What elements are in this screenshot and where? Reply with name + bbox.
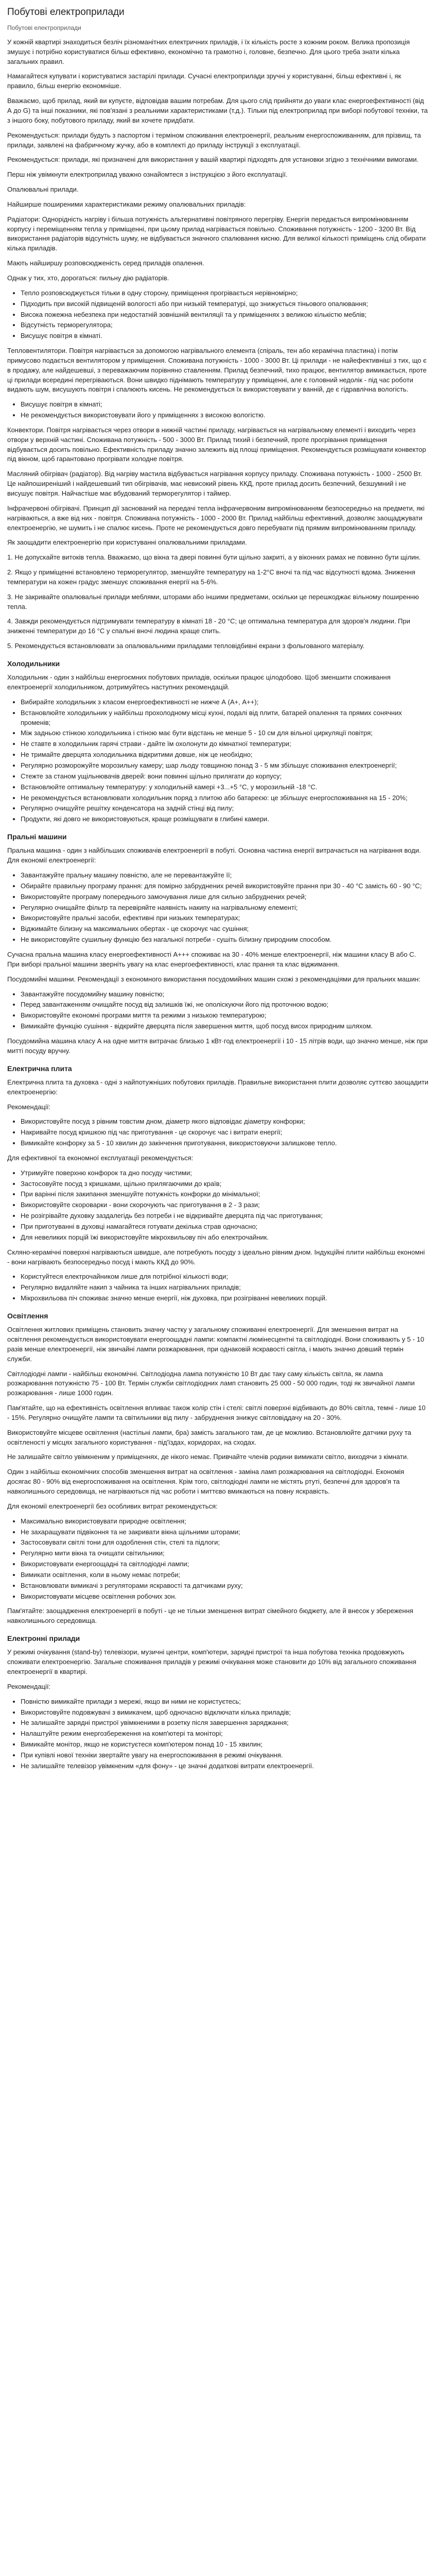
stove-tips-intro: Для ефективної та економної експлуатації рекомендується: [7,1154,194,1162]
paragraph: Рекомендується: прилади будуть з паспортом і терміном споживання електроенергії, реальним енергоспоживанням, для прізвищ, та прилади, заявлені на фабричному жучку, або в комплекті до приладу інструкції з експлуатації. [7,131,421,149]
breadcrumb: Побутові електроприлади [7,24,81,31]
list-item: • При купівлі нової техніки звертайте увагу на енергоспоживання в режимі очікування. [21,1751,429,1760]
paragraph: Тепловентилятори. Повітря нагрівається за допомогою нагрівального елемента (спіраль, тен або керамічна пластина) і потім примусово подається вентилятором у приміщення. Споживана потужність - 1000 - 3000 Вт. Ці прилади - не найефективніші з тих, що є в продажу, але найдешевші, з переважаючим порівняно ставленням. Прилад безпечний, тихо працює, вентилятор вимикається, проте ці прилади всередині перегріваються. Вони швидко піднімають температуру у приміщенні, але є головний недолік - під час роботи видають шум, висушують повітря і спалюють кисень. Не рекомендується їх використовувати у ванній, де є гідравлічна вологість. [7,347,427,394]
closing-paragraph: Пам'ятайте: заощадження електроенергії в побуті - це не тільки зменшення витрат сімейного бюджету, але й внесок у збереження навколишнього середовища. [7,1607,413,1625]
washer-bullets [7,871,429,945]
paragraph: Освітлення житлових приміщень становить значну частку у загальному споживанні електроенергії. Для зменшення витрат на освітлення рекомендується використовувати енергоощадні лампи: компактні люмінесцентні та світлодіодні. Вони споживають у 5 - 10 разів менше електроенергії, ніж звичайні лампи розжарювання, при однаковій яскравості світла, і мають значно довший термін служби. [7,1326,424,1363]
list-item: • Застосовуйте посуд з кришками, щільно прилягаючими до країв; [21,1179,429,1189]
list-item: • Не використовуйте сушильну функцію без нагальної потреби - сушіть білизну природним способом. [21,935,429,945]
paragraph: Пам'ятайте, що на ефективність освітлення впливає також колір стін і стелі: світлі поверхні відбивають до 80% світла, темні - лише 10 - 15%. Регулярно очищуйте лампи та світильники від пилу - забруднення знижує світловіддачу на 20 - 30%. [7,1404,426,1421]
washer-intro: Пральна машина - один з найбільших споживачів електроенергії в побуті. Основна частина енергії витрачається на нагрівання води. Для економії електроенергії: [7,846,421,865]
list-item: • Вимикати освітлення, коли в ньому немає потреби; [21,1570,429,1580]
paragraph: Масляний обігрівач (радіатор). Від нагріву мастила відбувається нагрівання корпусу приладу. Споживана потужність - 1000 - 2500 Вт. Це найпоширеніший і найдешевший тип обігрівачів, має невисокий рівень ККД, проте прилад досить безпечний, безшумний і не висушує повітря. Найчастіше має вбудований терморегулятор і таймер. [7,470,422,497]
fan-heater-bullets [7,400,429,420]
temperature-text-2: 5. Рекомендується встановлювати за опалювальними приладами тепловідбивні екрани з фольгованого матеріалу. [7,642,364,650]
paragraph: Однак у тих, хто, дорогаться: пильну дію радіаторів. [7,274,169,282]
list-item: • Налаштуйте режим енергозбереження на комп'ютері та моніторі; [21,1729,429,1739]
paragraph: Найширше поширеними характеристиками режиму опалювальних приладів: [7,200,246,208]
list-item: • Вибирайте холодильник з класом енергоефективності не нижче А (А+, А++); [21,698,429,707]
list-item: • Повністю вимикайте прилади з мережі, якщо ви ними не користуєтесь; [21,1697,429,1707]
dishwasher-bullets [7,990,429,1031]
list-item: • Обирайте правильну програму прання: для помірно забруднених речей використовуйте прання при 30 - 40 °С замість 60 - 90 °С; [21,882,429,891]
list-item: • Не рекомендується встановлювати холодильник поряд з плитою або батареєю: це збільшує енергоспоживання на 15 - 20%; [21,793,429,803]
stove-intro-bullets [7,1117,429,1148]
list-item: • Тепло розповсюджується тільки в одну сторону, приміщення прогрівається нерівномірно; [21,289,429,298]
paragraph: Світлодіодні лампи - найбільш економічні. Світлодіодна лампа потужністю 10 Вт дає таку саму кількість світла, як лампа розжарювання потужністю 75 - 100 Вт. Термін служби світлодіодних ламп становить 25 000 - 50 000 годин, тоді як звичайної лампи розжарювання - лише 1000 годин. [7,1369,415,1397]
paragraph: Намагайтеся купувати і користуватися застарілі прилади. Сучасні електроприлади зручні у користуванні, більш ефективні і, як правило, більш енергію економніше. [7,72,402,90]
list-item: • Завантажуйте посудомийну машину повністю; [21,990,429,999]
intro-section [7,38,429,210]
dishwasher-after: Посудомийна машина класу А на одне миття витрачає близько 1 кВт·год електроенергії і 10 - 15 літрів води, що значно менше, ніж при митті посуду вручну. [7,1037,428,1055]
paragraph: Перш ніж увімкнути електроприлад уважно ознайомтеся з інструкцією з його експлуатації. [7,171,288,179]
list-item: • Використовуйте пральні засоби, ефективні при низьких температурах; [21,913,429,923]
list-item: • Накривайте посуд кришкою під час приготування - це скорочує час і витрати енергії; [21,1128,429,1138]
stove-intro [7,1078,429,1112]
list-item: • Вимикайте функцію сушіння - відкрийте дверцята після завершення миття, щоб посуд висох природним шляхом. [21,1022,429,1031]
list-item: • Не рекомендується використовувати його у приміщеннях з високою вологістю. [21,411,429,420]
list-item: • При варінні після закипання зменшуйте потужність конфорки до мінімальної; [21,1190,429,1199]
list-item: • Встановлюйте холодильник у найбільш прохолодному місці кухні, подалі від плити, батарей опалення та прямих сонячних променів; [21,708,429,728]
paragraph: Конвектори. Повітря нагрівається через отвори в нижній частині приладу, нагрівається на нагрівальному елементі і виходить через отвори у верхній частині. Споживана потужність - 500 - 3000 Вт. Прилад тихий і безпечний, проте прогрівання приміщення відбувається досить повільно. Ефективність приладу значно залежить від площі приміщення. Рекомендується розміщувати конвектор під вікном, щоб гарантовано прогрівати холодне повітря. [7,426,426,463]
list-item: • Не залишайте зарядні пристрої увімкненими в розетку після завершення заряджання; [21,1718,429,1728]
list-item: • При приготуванні в духовці намагайтеся готувати декілька страв одночасно; [21,1222,429,1232]
list-item: • Висушує повітря в кімнаті; [21,400,429,410]
list-item: • Стежте за станом ущільнювачів дверей: вони повинні щільно прилягати до корпусу; [21,772,429,782]
lighting-heading: Освітлення [7,1311,48,1320]
paragraph: У режимі очікування (stand-by) телевізори, музичні центри, комп'ютери, зарядні пристрої та інша побутова техніка продовжують споживати електроенергію. Загальне споживання приладів у режимі очікування може становити до 10% від загального споживання електроенергії в квартирі. [7,1648,416,1676]
heat-bullets [7,289,429,341]
list-item: • Застосовувати світлі тони для оздоблення стін, стелі та підлоги; [21,1538,429,1548]
list-item: • Вимикайте монітор, якщо не користуєтеся комп'ютером понад 10 - 15 хвилин; [21,1740,429,1750]
list-item: • Використовувати енергоощадні та світлодіодні лампи; [21,1560,429,1569]
stove-bullets-2 [7,1272,429,1303]
paragraph: Електрична плита та духовка - одні з найпотужніших побутових приладів. Правильне використання плити дозволяє суттєво заощадити електроенергію: [7,1078,429,1096]
page-title: Побутові електроприлади [7,7,125,18]
list-item: • Використовуйте програму попереднього замочування лише для сильно забруднених речей; [21,892,429,902]
paragraph: Рекомендується: прилади, які призначені для використання у вашій квартирі підходять для установки згідно з технічними вимогами. [7,156,419,164]
list-item: • Утримуйте поверхню конфорок та дно посуду чистими; [21,1168,429,1178]
paragraph: Радіатори: Однорідність нагріву і більша потужність альтернативні повітряного перегріву. Енергія передається випромінюванням корпусу і переміщенням тепла у приміщенні, при цьому прилад нагрівається повільно. Споживання потужність - 1200 - 3200 Вт. Від використання радіаторів відсутність шуму, не відбувається значного спалювання кисню. Для великої кількості приміщень слід обирати кілька приладів. [7,215,426,252]
paragraph: Вважаємо, щоб прилад, який ви купуєте, відповідав вашим потребам. Для цього слід прийняти до уваги клас енергоефективності (від А до G) та інші показники, які пов'язані з реальними характеристиками (т.д.). Тільки під електроприлад при виборі побутової техніки, та з іншого боку, побутового приладу, який ви хочете придбати. [7,97,428,124]
electronics-heading: Електронні прилади [7,1634,80,1643]
paragraph: 3. Не закривайте опалювальні прилади меблями, шторами або іншими предметами, оскільки це перешкоджає вільному поширенню тепла. [7,592,419,611]
fridge-intro: Холодильник - один з найбільш енергоємних побутових приладів, оскільки працює цілодобово. Щоб зменшити споживання електроенергії холодильником, дотримуйтесь наступних рекомендацій. [7,673,391,691]
list-item: • Використовуйте скороварки - вони скорочують час приготування в 2 - 3 рази; [21,1200,429,1210]
list-item: • Регулярно розморожуйте морозильну камеру; шар льоду товщиною понад 3 - 5 мм збільшує споживання електроенергії; [21,761,429,771]
list-item: • Користуйтеся електрочайником лише для потрібної кількості води; [21,1272,429,1282]
paragraph: Рекомендації: [7,1103,51,1111]
paragraph: Опалювальні прилади. [7,185,79,194]
list-item: • Не розігрівайте духовку заздалегідь без потреби і не відкривайте дверцята під час приготування; [21,1211,429,1221]
list-item: • Висушує повітря в кімнаті. [21,331,429,341]
list-item: • Для невеликих порцій їжі використовуйте мікрохвильову піч або електрочайник. [21,1233,429,1243]
list-item: • Завантажуйте пральну машину повністю, але не перевантажуйте її; [21,871,429,880]
paragraph: Посудомийні машини. Рекомендації з економного використання посудомийних машин схожі з рекомендаціями для пральних машин: [7,975,421,983]
fridge-bullets [7,698,429,824]
led-paragraph: Один з найбільш економічних способів зменшення витрат на освітлення - заміна ламп розжарювання на світлодіодні. Економія досягає 80 - 90% від енергоспоживання на освітлення. Крім того, світлодіодні лампи не містять ртуті, безпечні для здоров'я та навколишнього середовища, не нагріваються під час роботи і миттєво вмикаються на повну яскравість. [7,1468,405,1495]
savings-paragraphs [7,553,429,612]
paragraph: Мають найширшу розповсюдженість серед приладів опалення. [7,259,204,267]
list-item: • Не тримайте дверцята холодильника відкритими довше, ніж це необхідно; [21,750,429,760]
paragraph: 2. Якщо у приміщенні встановлено терморегулятор, зменшуйте температуру на 1-2°С вночі та під час відсутності вдома. Зниження температури на кожен градус зменшує споживання енергії на 5-6%. [7,568,415,586]
list-item: • Використовуйте посуд з рівним товстим дном, діаметр якого відповідає діаметру конфорки; [21,1117,429,1127]
heat-notes [7,215,429,283]
paragraph: 1. Не допускайте витоків тепла. Вважаємо, що вікна та двері повинні бути щільно закриті, а у віконних рамах не повинно бути щілин. [7,553,421,562]
list-item: • Регулярно очищайте фільтр та перевіряйте наявність накипу на нагрівальному елементі; [21,903,429,913]
list-item: • Регулярно очищуйте решітку конденсатора на задній стінці від пилу; [21,804,429,814]
list-item: • Використовувати місцеве освітлення робочих зон. [21,1592,429,1602]
fridge-heading: Холодильники [7,659,60,668]
list-item: • Встановлюйте оптимальну температуру: у холодильній камері +3...+5 °С, у морозильній -18 °С. [21,783,429,792]
list-item: • Висока пожежна небезпека при недостатній зовнішній вентиляції та у приміщеннях з великою кількістю меблів; [21,310,429,320]
washer-heading: Пральні машини [7,833,67,841]
list-item: • Мікрохвильова піч споживає значно менше енергії, ніж духовка, при розігріванні невеликих порцій. [21,1294,429,1303]
lighting-text [7,1325,429,1462]
list-item: • Використовуйте подовжувачі з вимикачем, щоб одночасно відключати кілька приладів; [21,1708,429,1718]
paragraph: Не залишайте світло увімкненим у приміщеннях, де нікого немає. Привчайте членів родини вимикати світло, виходячи з кімнати. [7,1453,409,1461]
general-bullets [7,1517,429,1602]
list-item: • Між задньою стінкою холодильника і стіною має бути відстань не менше 5 - 10 см для вільної циркуляції повітря; [21,728,429,738]
washer-after [7,950,429,985]
stove-tips [7,1168,429,1243]
stove-heading: Електрична плита [7,1064,72,1073]
list-item: • Регулярно видаляйте накип з чайника та інших нагрівальних приладів; [21,1283,429,1293]
list-item: • Не залишайте телевізор увімкненим «для фону» - це значні додаткові витрати електроенергії. [21,1761,429,1771]
convector-section [7,426,429,533]
general-heading: Для економії електроенергії без особливих витрат рекомендується: [7,1502,218,1510]
list-item: • Максимально використовувати природне освітлення; [21,1517,429,1527]
paragraph: Використовуйте місцеве освітлення (настільні лампи, бра) замість загального там, де це можливо. Встановлюйте датчики руху та освітленості у місцях загального користування - під'їздах, коридорах, на сходах. [7,1428,411,1446]
list-item: • Відсутність терморегулятора; [21,320,429,330]
list-item: • Перед завантаженням очищайте посуд від залишків їжі, не ополіскуючи його під проточною водою; [21,1000,429,1010]
list-item: • Вимикайте конфорку за 5 - 10 хвилин до закінчення приготування, використовуючи залишкове тепло. [21,1139,429,1148]
list-item: • Використовуйте економні програми миття та режими з низькою температурою; [21,1011,429,1021]
paragraph: У кожній квартирі знаходиться безліч різноманітних електричних приладів, і їх кількість росте з кожним роком. Велика пропозиція змушує і потрібно користуватися більш ефективно, економічно та грамотно і, головне, безпечно. Для цього треба знати кілька загальних правил. [7,38,410,65]
fan-heater-section [7,346,429,395]
electronics-bullets [7,1697,429,1771]
list-item: • Встановлювати вимикачі з регуляторами яскравості та датчиками руху; [21,1581,429,1591]
list-item: • Продукти, які довго не використовуються, краще розміщувати в глибині камери. [21,815,429,824]
list-item: • Не ставте в холодильник гарячі страви - дайте їм охолонути до кімнатної температури; [21,739,429,749]
stove-note: Скляно-керамічні поверхні нагріваються швидше, але потребують посуду з ідеально рівним дном. Індукційні плити найбільш економні - вони нагрівають безпосередньо посуд і мають ККД до 90%. [7,1248,425,1266]
paragraph: Рекомендації: [7,1682,51,1690]
electronics-intro [7,1648,429,1691]
paragraph: Інфрачервоні обігрівачі. Принцип дії заснований на передачі тепла інфрачервоним випромінюванням безпосередньо на предмети, які нагріваються, а вже від них - повітря. Споживана потужність - 1000 - 2000 Вт. Прилад найбільш ефективний, дозволяє заощаджувати електроенергію, не шумить і не спалює кисень. Проте не рекомендується довго перебувати під прямим випромінюванням приладу. [7,504,425,532]
list-item: • Підходить при високій підвищеній вологості або при низькій температурі, що знижується тіньового опалювання; [21,299,429,309]
temperature-text: 4. Завжди рекомендується підтримувати температуру в кімнаті 18 - 20 °С; це оптимальна температура для здоров'я людини. При зниженні температури до 16 °С у спальні вночі людина краще спить. [7,617,410,635]
savings-intro: Як заощадити електроенергію при користуванні опалювальними приладами. [7,538,247,547]
list-item: • Регулярно мити вікна та очищати світильники; [21,1549,429,1558]
list-item: • Не захаращувати підвіконня та не закривати вікна щільними шторами; [21,1528,429,1537]
paragraph: Сучасна пральна машина класу енергоефективності А+++ споживає на 30 - 40% менше електроенергії, ніж машини класу В або С. При виборі пральної машини зверніть увагу на клас енергоефективності, клас прання та клас віджимання. [7,950,416,968]
list-item: • Віджимайте білизну на максимальних обертах - це скорочує час сушіння; [21,924,429,934]
